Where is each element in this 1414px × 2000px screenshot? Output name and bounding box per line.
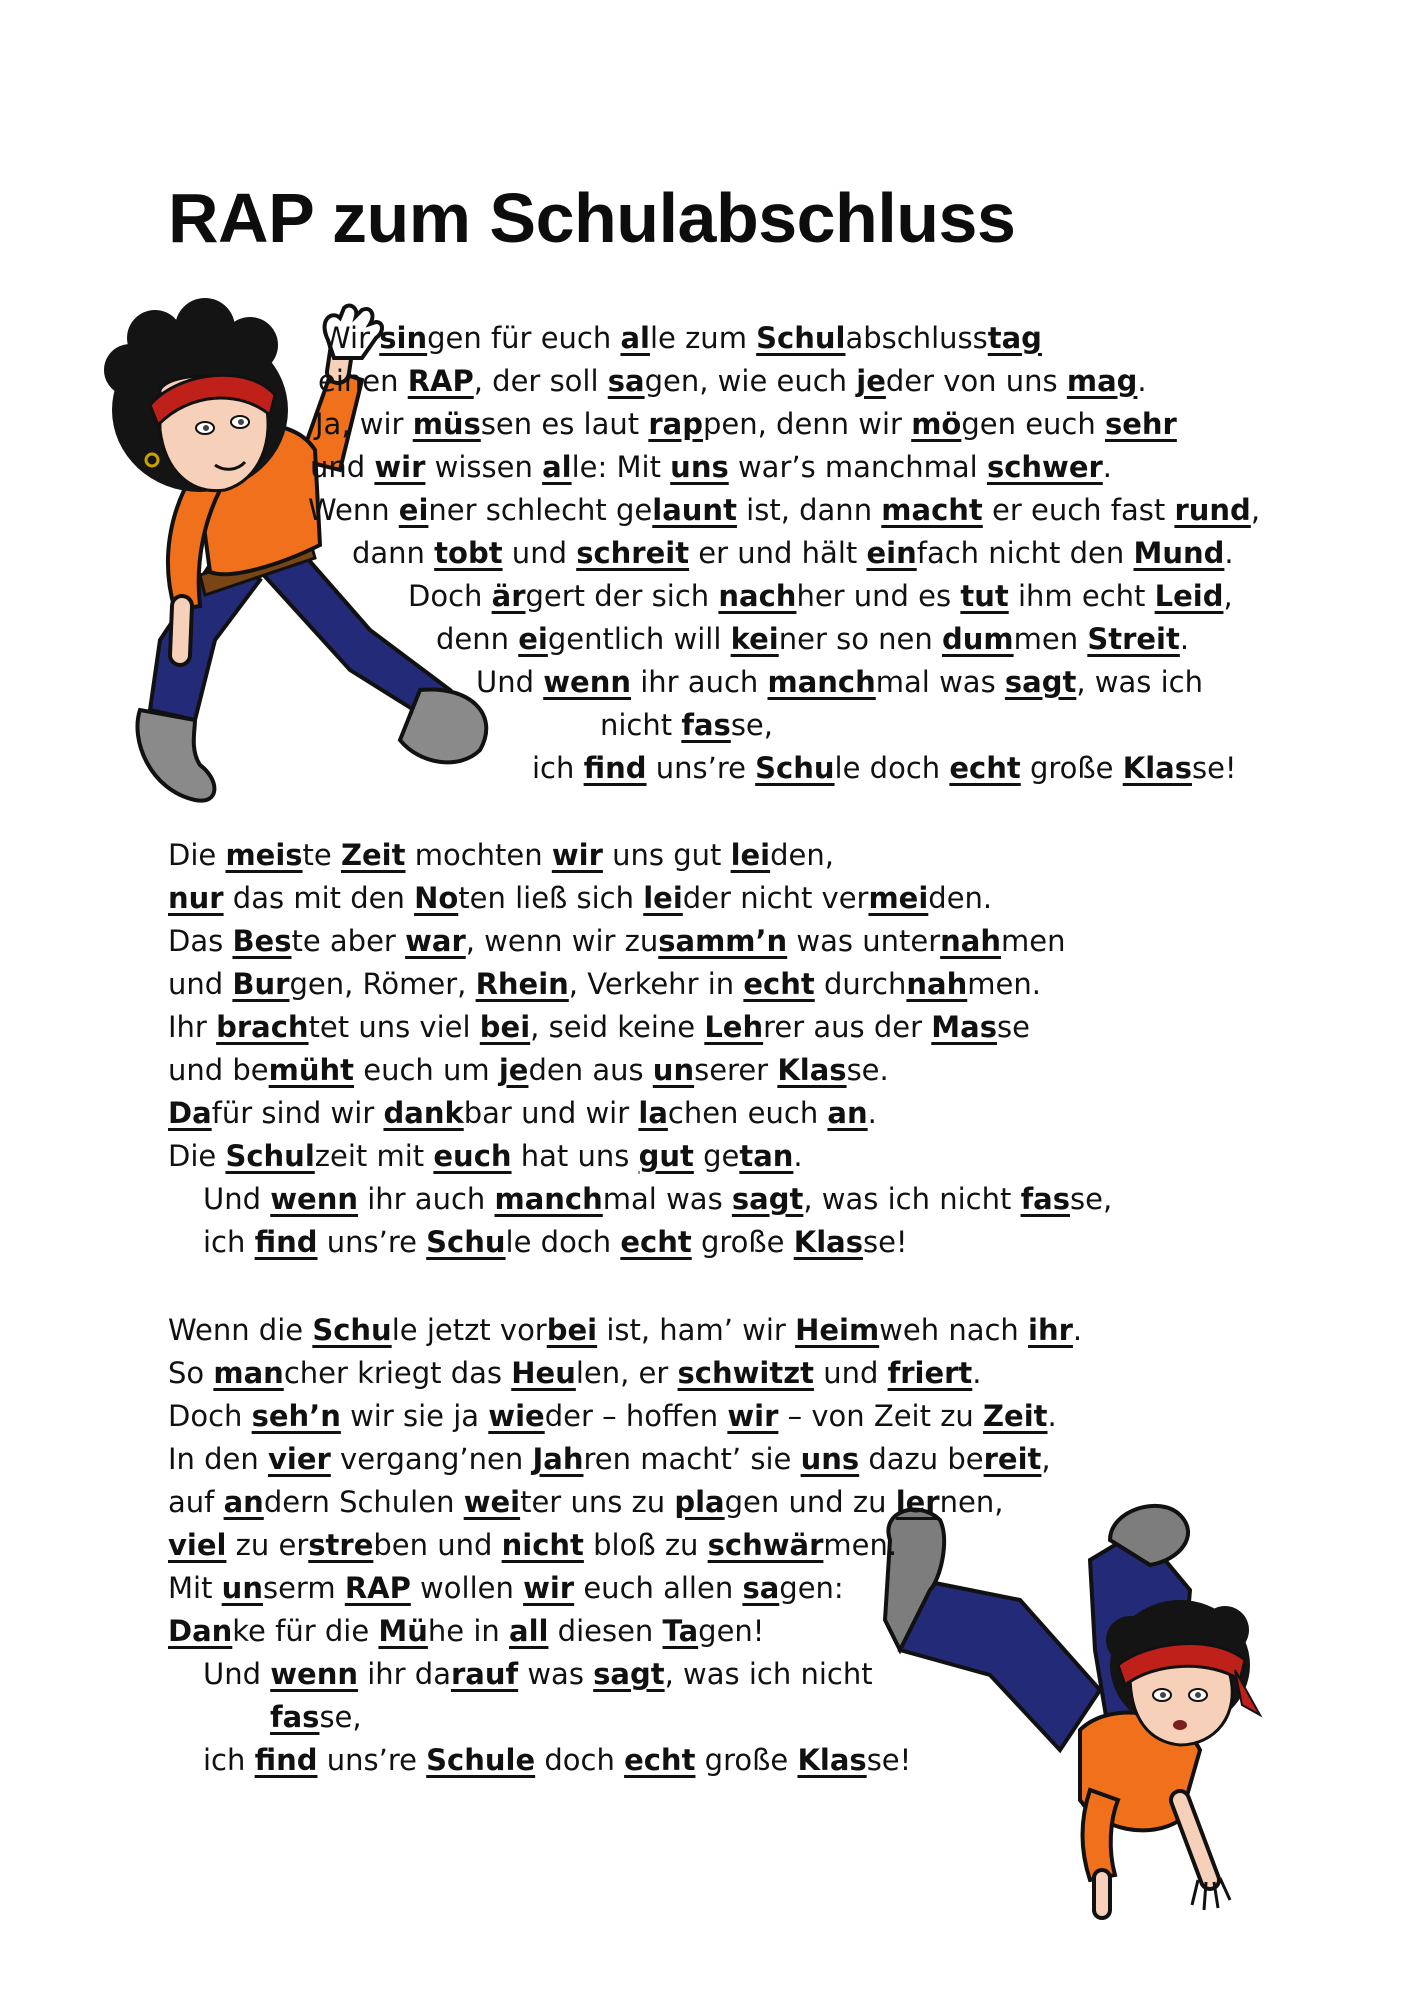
stressed-syllable: Schu bbox=[312, 1313, 392, 1347]
stressed-syllable: launt bbox=[652, 493, 737, 527]
stressed-syllable: stre bbox=[308, 1528, 374, 1562]
stressed-syllable: uns bbox=[670, 450, 729, 484]
stressed-syllable: all bbox=[509, 1614, 549, 1648]
stressed-syllable: macht bbox=[881, 493, 983, 527]
stressed-syllable: sin bbox=[379, 321, 428, 355]
stressed-syllable: Streit bbox=[1087, 622, 1180, 656]
rapper-breakdance-icon bbox=[880, 1500, 1310, 1920]
verse-line: So mancher kriegt das Heulen, er schwitzt und friert. bbox=[168, 1356, 982, 1390]
stressed-syllable: ei bbox=[518, 622, 548, 656]
verse-line: Und wenn ihr auch manchmal was sagt, was ich nicht fasse, bbox=[203, 1182, 1113, 1216]
stressed-syllable: Ta bbox=[662, 1614, 699, 1648]
stressed-syllable: Klas bbox=[1122, 751, 1192, 785]
stressed-syllable: an bbox=[223, 1485, 264, 1519]
verse-line: Dafür sind wir dankbar und wir lachen euch an. bbox=[168, 1096, 877, 1130]
verse-line: Ihr brachtet uns viel bei, seid keine Lehrer aus der Masse bbox=[168, 1010, 1030, 1044]
stressed-syllable: No bbox=[414, 881, 459, 915]
stressed-syllable: friert bbox=[887, 1356, 973, 1390]
stressed-syllable: Leid bbox=[1154, 579, 1224, 613]
stressed-syllable: al bbox=[620, 321, 650, 355]
stressed-syllable: Da bbox=[168, 1096, 212, 1130]
stressed-syllable: Klas bbox=[793, 1225, 863, 1259]
stressed-syllable: mag bbox=[1066, 364, 1138, 398]
stressed-syllable: sa bbox=[742, 1571, 780, 1605]
stressed-syllable: Schule bbox=[426, 1743, 536, 1777]
stressed-syllable: un bbox=[221, 1571, 263, 1605]
stressed-syllable: Mas bbox=[931, 1010, 997, 1044]
stressed-syllable: wir bbox=[727, 1399, 779, 1433]
verse-line: nur das mit den Noten ließ sich leider nicht vermeiden. bbox=[168, 881, 993, 915]
verse-line: Mit unserm RAP wollen wir euch allen sagen: bbox=[168, 1571, 844, 1605]
verse-line: dann tobt und schreit er und hält einfach nicht den Mund. bbox=[352, 536, 1234, 570]
verse-line: Und wenn ihr darauf was sagt, was ich nicht bbox=[203, 1657, 873, 1691]
stressed-syllable: schwitzt bbox=[677, 1356, 814, 1390]
stressed-syllable: schreit bbox=[576, 536, 690, 570]
stressed-syllable: Heu bbox=[511, 1356, 576, 1390]
stressed-syllable: wenn bbox=[270, 1657, 358, 1691]
stressed-syllable: samm’n bbox=[658, 924, 788, 958]
verse-line: nicht fasse, bbox=[600, 708, 773, 742]
stressed-syllable: Schul bbox=[225, 1139, 315, 1173]
stressed-syllable: rund bbox=[1174, 493, 1251, 527]
stressed-syllable: ei bbox=[398, 493, 429, 527]
stressed-syllable: nah bbox=[906, 967, 968, 1001]
verse-line: auf andern Schulen weiter uns zu plagen und zu lernen, bbox=[168, 1485, 1004, 1519]
stressed-syllable: tag bbox=[987, 321, 1042, 355]
stressed-syllable: echt bbox=[949, 751, 1021, 785]
stressed-syllable: echt bbox=[743, 967, 815, 1001]
verse-line: fasse, bbox=[270, 1700, 362, 1734]
stressed-syllable: brach bbox=[216, 1010, 309, 1044]
stressed-syllable: euch bbox=[433, 1139, 512, 1173]
stressed-syllable: sagt bbox=[731, 1182, 804, 1216]
stressed-syllable: Schul bbox=[756, 321, 846, 355]
stressed-syllable: müs bbox=[412, 407, 481, 441]
stressed-syllable: schwer bbox=[986, 450, 1103, 484]
stressed-syllable: fas bbox=[681, 708, 731, 742]
stressed-syllable: Schu bbox=[755, 751, 835, 785]
stressed-syllable: dank bbox=[383, 1096, 464, 1130]
stressed-syllable: gut bbox=[638, 1139, 694, 1173]
stressed-syllable: schwär bbox=[707, 1528, 824, 1562]
stressed-syllable: je bbox=[498, 1053, 529, 1087]
stressed-syllable: meis bbox=[225, 838, 303, 872]
verse-line: ich find uns’re Schule doch echt große Klasse! bbox=[203, 1743, 912, 1777]
stressed-syllable: Rhein bbox=[475, 967, 569, 1001]
verse-line: ich find uns’re Schule doch echt große Klasse! bbox=[532, 751, 1237, 785]
stressed-syllable: fas bbox=[1020, 1182, 1071, 1216]
verse-line: Das Beste aber war, wenn wir zusamm’n was unternahmen bbox=[168, 924, 1066, 958]
stressed-syllable: wei bbox=[463, 1485, 521, 1519]
stressed-syllable: pla bbox=[674, 1485, 725, 1519]
verse-line: Doch ärgert der sich nachher und es tut ihm echt Leid, bbox=[408, 579, 1233, 613]
stressed-syllable: man bbox=[213, 1356, 284, 1390]
stressed-syllable: nur bbox=[168, 881, 224, 915]
stressed-syllable: RAP bbox=[344, 1571, 411, 1605]
stressed-syllable: lei bbox=[643, 881, 683, 915]
stressed-syllable: lei bbox=[730, 838, 771, 872]
stressed-syllable: dum bbox=[942, 622, 1014, 656]
stressed-syllable: an bbox=[827, 1096, 868, 1130]
stressed-syllable: war bbox=[405, 924, 466, 958]
verse-line: und Burgen, Römer, Rhein, Verkehr in echt durchnahmen. bbox=[168, 967, 1041, 1001]
stressed-syllable: nah bbox=[940, 924, 1001, 958]
stressed-syllable: rap bbox=[648, 407, 703, 441]
stressed-syllable: bei bbox=[479, 1010, 531, 1044]
stressed-syllable: reit bbox=[983, 1442, 1042, 1476]
stressed-syllable: find bbox=[254, 1743, 318, 1777]
stressed-syllable: mö bbox=[911, 407, 962, 441]
stressed-syllable: är bbox=[491, 579, 526, 613]
stressed-syllable: echt bbox=[624, 1743, 696, 1777]
stressed-syllable: Klas bbox=[797, 1743, 867, 1777]
verse-line: Die meiste Zeit mochten wir uns gut leiden, bbox=[168, 838, 834, 872]
stressed-syllable: sagt bbox=[593, 1657, 665, 1691]
stressed-syllable: find bbox=[254, 1225, 318, 1259]
stressed-syllable: viel bbox=[168, 1528, 227, 1562]
stressed-syllable: Klas bbox=[777, 1053, 847, 1087]
stressed-syllable: bei bbox=[546, 1313, 598, 1347]
stressed-syllable: wenn bbox=[270, 1182, 358, 1216]
stressed-syllable: find bbox=[583, 751, 647, 785]
stressed-syllable: Bur bbox=[232, 967, 290, 1001]
verse-line: Wenn einer schlecht gelaunt ist, dann macht er euch fast rund, bbox=[308, 493, 1261, 527]
stressed-syllable: Zeit bbox=[983, 1399, 1048, 1433]
stressed-syllable: seh’n bbox=[251, 1399, 341, 1433]
verse-line: Danke für die Mühe in all diesen Tagen! bbox=[168, 1614, 765, 1648]
stressed-syllable: Zeit bbox=[340, 838, 406, 872]
stressed-syllable: nach bbox=[718, 579, 797, 613]
verse-line: ich find uns’re Schule doch echt große Klasse! bbox=[203, 1225, 908, 1259]
stressed-syllable: sa bbox=[607, 364, 645, 398]
stressed-syllable: müht bbox=[268, 1053, 355, 1087]
page-title: RAP zum Schulabschluss bbox=[168, 179, 1016, 257]
stressed-syllable: wie bbox=[488, 1399, 545, 1433]
stressed-syllable: uns bbox=[800, 1442, 860, 1476]
stressed-syllable: Dan bbox=[168, 1614, 233, 1648]
stressed-syllable: ihr bbox=[1028, 1313, 1073, 1347]
verse-line: einen RAP, der soll sagen, wie euch jeder von uns mag. bbox=[318, 364, 1147, 398]
stressed-syllable: tut bbox=[960, 579, 1009, 613]
stressed-syllable: ler bbox=[895, 1485, 940, 1519]
stressed-syllable: un bbox=[652, 1053, 695, 1087]
verse-line: Wir singen für euch alle zum Schulabschlusstag bbox=[322, 321, 1042, 355]
stressed-syllable: je bbox=[856, 364, 886, 398]
stressed-syllable: Mund bbox=[1133, 536, 1225, 570]
stressed-syllable: manch bbox=[494, 1182, 603, 1216]
stressed-syllable: wir bbox=[374, 450, 426, 484]
verse-line: denn eigentlich will keiner so nen dummen Streit. bbox=[436, 622, 1190, 656]
stressed-syllable: nicht bbox=[501, 1528, 584, 1562]
verse-line: Doch seh’n wir sie ja wieder – hoffen wir – von Zeit zu Zeit. bbox=[168, 1399, 1057, 1433]
stressed-syllable: Schu bbox=[426, 1225, 506, 1259]
stressed-syllable: RAP bbox=[407, 364, 474, 398]
verse-line: In den vier vergang’nen Jahren macht’ sie uns dazu bereit, bbox=[168, 1442, 1051, 1476]
stressed-syllable: ein bbox=[866, 536, 917, 570]
stressed-syllable: wir bbox=[551, 838, 603, 872]
verse-line: Ja, wir müssen es laut rappen, denn wir mögen euch sehr bbox=[315, 407, 1177, 441]
stressed-syllable: Bes bbox=[232, 924, 292, 958]
stressed-syllable: Mü bbox=[378, 1614, 428, 1648]
verse-line: viel zu erstreben und nicht bloß zu schwärmen. bbox=[168, 1528, 898, 1562]
stressed-syllable: mei bbox=[868, 881, 929, 915]
stressed-syllable: wenn bbox=[543, 665, 631, 699]
stressed-syllable: fas bbox=[270, 1700, 320, 1734]
stressed-syllable: al bbox=[542, 450, 572, 484]
stressed-syllable: sehr bbox=[1104, 407, 1177, 441]
stressed-syllable: rauf bbox=[450, 1657, 519, 1691]
stressed-syllable: la bbox=[638, 1096, 668, 1130]
stressed-syllable: Leh bbox=[704, 1010, 764, 1044]
stressed-syllable: echt bbox=[620, 1225, 692, 1259]
stressed-syllable: tobt bbox=[434, 536, 503, 570]
verse-line: Und wenn ihr auch manchmal was sagt, was ich bbox=[476, 665, 1203, 699]
stressed-syllable: manch bbox=[767, 665, 876, 699]
stressed-syllable: kei bbox=[730, 622, 779, 656]
stressed-syllable: tan bbox=[739, 1139, 794, 1173]
stressed-syllable: Heim bbox=[795, 1313, 880, 1347]
stressed-syllable: Jah bbox=[532, 1442, 584, 1476]
verse-line: Die Schulzeit mit euch hat uns gut getan. bbox=[168, 1139, 803, 1173]
verse-line: Wenn die Schule jetzt vorbei ist, ham’ wir Heimweh nach ihr. bbox=[168, 1313, 1083, 1347]
verse-line: und bemüht euch um jeden aus unserer Klasse. bbox=[168, 1053, 889, 1087]
stressed-syllable: vier bbox=[268, 1442, 331, 1476]
verse-line: und wir wissen alle: Mit uns war’s manchmal schwer. bbox=[310, 450, 1113, 484]
stressed-syllable: wir bbox=[523, 1571, 575, 1605]
stressed-syllable: sagt bbox=[1004, 665, 1077, 699]
